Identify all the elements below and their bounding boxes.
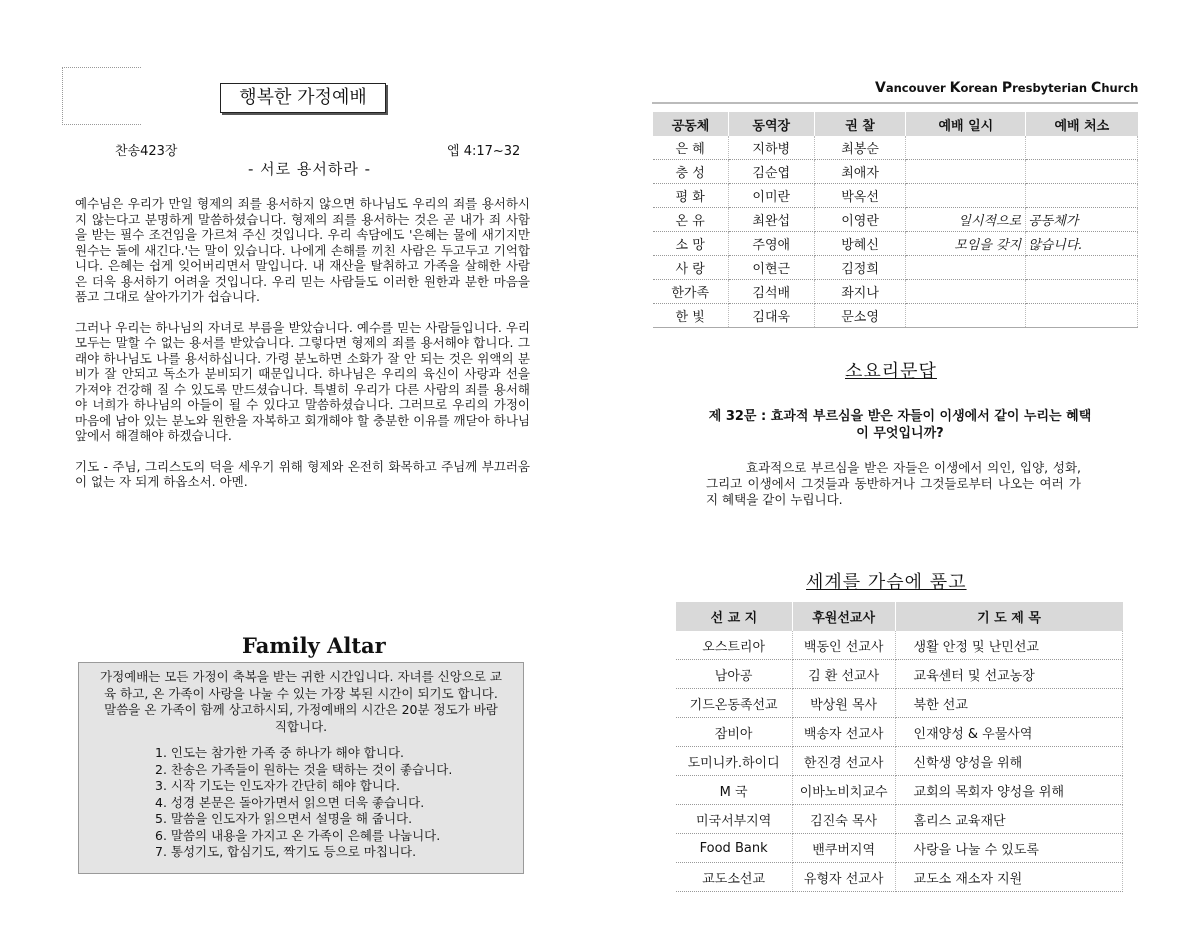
table-row [676,631,1123,660]
table-cell: 이영란 [814,208,906,232]
table-cell: 사랑을 나눌 수 있도록 [895,834,1122,863]
church-word: ancouver [885,81,950,95]
column-header: 후원선교사 [792,602,895,631]
table-row [676,863,1123,892]
church-initial: K [949,80,961,96]
table-cell: 교회의 목회자 양성을 위해 [895,776,1122,805]
sermon-paragraph: 그러나 우리는 하나님의 자녀로 부름을 받았습니다. 예수를 믿는 사람들입니다. 우리 모두는 말할 수 없는 용서를 받았습니다. 그렇다면 형제의 죄를 용서해야 합니다. 그래야 하나님도 나를 용서하십니다. 가령 분노하면 소화가 잘 안 되는 것은 위액의 분비가 잘 안되고 독소가 분비되기 때문입니다. 하나님은 우리의 육신이 사랑과 선을 가져야 건강해 질 수 있도록 만드셨습니다. 특별히 우리가 다른 사람의 죄를 용서해야 너희가 하나님의 아들이 될 수 있다고 말씀하셨습니다. 그러므로 우리의 가정이 마음에 남아 있는 분노와 원한을 자복하고 회개해야 할 충분한 이유를 깨닫아 하나님 앞에서 해결해야 하겠습니다. [75,319,530,443]
table-row [676,805,1123,834]
table-cell: 소 망 [653,232,729,256]
table-row [653,304,1138,328]
table-cell: 미국서부지역 [676,805,793,834]
table-cell: 생활 안정 및 난민선교 [895,631,1122,660]
table-cell: 백동인 선교사 [792,631,895,660]
table-cell: 이현근 [728,256,814,280]
list-item: 4. 성경 본문은 돌아가면서 읽으면 더욱 좋습니다. [155,794,425,810]
table-row [676,834,1123,863]
hymn-number: 찬송423장 [115,144,178,159]
page-title: 행복한 가정예배 [220,83,386,113]
table-cell: 오스트리아 [676,631,793,660]
column-header: 기 도 제 목 [895,602,1122,631]
table-cell: 남아공 [676,660,793,689]
church-word: orean [960,81,1002,95]
catechism-answer: 효과적으로 부르심을 받은 자들은 이생에서 의인, 입양, 성화, 그리고 이생에서 그것들과 동반하거나 그것들로부터 나오는 여러 가지 혜택을 같이 누립니다. [706,460,1081,507]
table-row [653,136,1138,160]
table-cell: 최애자 [814,160,906,184]
table-row [653,184,1138,208]
table-row [676,776,1123,805]
table-cell [906,160,1026,184]
table-cell: 김순엽 [728,160,814,184]
table-cell: 주영애 [728,232,814,256]
table-cell: 도미니카.하이디 [676,747,793,776]
table-cell [906,256,1026,280]
table-cell: 김 환 선교사 [792,660,895,689]
table-cell: 온 유 [653,208,729,232]
column-header: 예배 처소 [1026,112,1138,136]
table-cell: 모임을 갖지 [906,232,1026,256]
table-header-row [653,112,1138,136]
table-row [653,280,1138,304]
church-initial: P [1001,80,1013,96]
table-cell: 한 빛 [653,304,729,328]
table-cell: 잠비아 [676,718,793,747]
scripture-reference: 엡 4:17~32 [447,144,521,159]
table-cell: 최봉순 [814,136,906,160]
church-name [875,80,1138,96]
table-cell: Food Bank [676,834,793,863]
table-cell [1026,280,1138,304]
table-header-row [676,602,1123,631]
community-table [652,112,1138,328]
mission-table [675,602,1123,892]
table-cell [1026,256,1138,280]
table-cell: 김석배 [728,280,814,304]
sermon-body [75,196,530,505]
table-row [653,208,1138,232]
table-cell: 홈리스 교육재단 [895,805,1122,834]
table-cell [1026,184,1138,208]
table-cell: 한가족 [653,280,729,304]
mission-title: 세계를 가슴에 품고 [806,572,967,593]
church-initial: C [1091,80,1102,96]
list-item: 2. 찬송은 가족들이 원하는 것을 택하는 것이 좋습니다. [155,761,453,777]
table-cell: 기드온동족선교 [676,689,793,718]
column-header: 공동체 [653,112,729,136]
list-item: 1. 인도는 참가한 가족 중 하나가 해야 합니다. [155,745,404,760]
table-cell: 공동체가 [1026,208,1138,232]
table-row [676,718,1123,747]
church-initial: V [875,80,886,96]
sermon-paragraph: 예수님은 우리가 만일 형제의 죄를 용서하지 않으면 하나님도 우리의 죄를 용서하시지 않는다고 분명하게 말씀하셨습니다. 형제의 죄를 용서하는 것은 곧 내가 죄 사함을 받는 필수 조건임을 가르쳐 주신 것입니다. 우리 속담에도 '은혜는 물에 새기지만 원수는 돌에 새긴다.'는 말이 있습니다. 나에게 손해를 끼친 사람은 두고두고 기억합니다. 은혜는 쉽게 잊어버리면서 말입니다. 내 재산을 탈취하고 가족을 살해한 사람은 더욱 용서하기 어려울 것입니다. 우리 믿는 사람들도 이러한 원한과 분한 마음을 품고 그대로 살아가기가 쉽습니다. [75,196,530,304]
family-altar-list [99,745,503,861]
table-cell: 최완섭 [728,208,814,232]
list-item: 6. 말씀의 내용을 가지고 온 가족이 은혜를 나눕니다. [155,827,441,843]
table-cell: 충 성 [653,160,729,184]
table-cell: 교도소선교 [676,863,793,892]
table-cell: 문소영 [814,304,906,328]
table-cell: 은 혜 [653,136,729,160]
table-cell: 김정희 [814,256,906,280]
table-cell: 김진숙 목사 [792,805,895,834]
catechism-title: 소요리문답 [845,361,937,382]
table-row [676,660,1123,689]
church-word: resbyterian [1012,81,1092,95]
table-cell: 방혜신 [814,232,906,256]
list-item: 3. 시작 기도는 인도자가 간단히 해야 합니다. [155,778,401,793]
catechism-question: 제 32문 : 효과적 부르심을 받은 자들이 이생에서 같이 누리는 혜택이 무엇입니까? [708,409,1092,441]
table-cell: M 국 [676,776,793,805]
table-cell [906,280,1026,304]
table-cell [906,136,1026,160]
table-cell: 일시적으로 [906,208,1026,232]
table-cell: 밴쿠버지역 [792,834,895,863]
table-row [676,747,1123,776]
table-cell [906,304,1026,328]
table-cell: 한진경 선교사 [792,747,895,776]
table-cell: 좌지나 [814,280,906,304]
table-cell: 사 랑 [653,256,729,280]
table-cell: 이미란 [728,184,814,208]
table-cell: 교육센터 및 선교농장 [895,660,1122,689]
table-cell: 김대욱 [728,304,814,328]
table-cell [1026,160,1138,184]
table-cell: 평 화 [653,184,729,208]
family-altar-title: Family Altar [242,633,386,658]
column-header: 예배 일시 [906,112,1026,136]
table-cell: 인재양성 & 우물사역 [895,718,1122,747]
table-row [653,256,1138,280]
column-header: 권 찰 [814,112,906,136]
list-item: 5. 말씀을 인도자가 읽으면서 설명을 해 줍니다. [155,811,413,826]
table-cell: 박옥선 [814,184,906,208]
table-cell [1026,136,1138,160]
list-item: 7. 통성기도, 합심기도, 짝기도 등으로 마칩니다. [155,844,417,859]
church-word: hurch [1101,81,1139,95]
column-header: 선 교 지 [676,602,793,631]
table-cell: 백송자 선교사 [792,718,895,747]
table-cell: 이바노비치교수 [792,776,895,805]
table-cell: 교도소 재소자 지원 [895,863,1122,892]
prayer-paragraph: 기도 - 주님, 그리스도의 덕을 세우기 위해 형제와 온전히 화목하고 주님께 부끄러움이 없는 자 되게 하옵소서. 아멘. [75,458,530,489]
table-row [653,232,1138,256]
table-cell [906,184,1026,208]
table-cell: 박상원 목사 [792,689,895,718]
table-cell: 북한 선교 [895,689,1122,718]
column-header: 동역장 [728,112,814,136]
family-altar-box [78,662,524,874]
sermon-subtitle: - 서로 용서하라 - [248,160,372,178]
table-cell [1026,304,1138,328]
table-cell: 않습니다. [1026,232,1138,256]
table-row [653,160,1138,184]
family-altar-intro: 가정예배는 모든 가정이 축복을 받는 귀한 시간입니다. 자녀를 신앙으로 교육 하고, 온 가족이 사랑을 나눌 수 있는 가장 복된 시간이 되기도 합니다. 말씀을 온 가족이 함께 상고하시되, 가정예배의 시간은 20분 정도가 바람직합니다. [100,669,502,734]
table-cell: 지하병 [728,136,814,160]
table-cell: 유형자 선교사 [792,863,895,892]
table-row [676,689,1123,718]
divider [652,102,1138,104]
table-cell: 신학생 양성을 위해 [895,747,1122,776]
placeholder-box [62,67,141,125]
